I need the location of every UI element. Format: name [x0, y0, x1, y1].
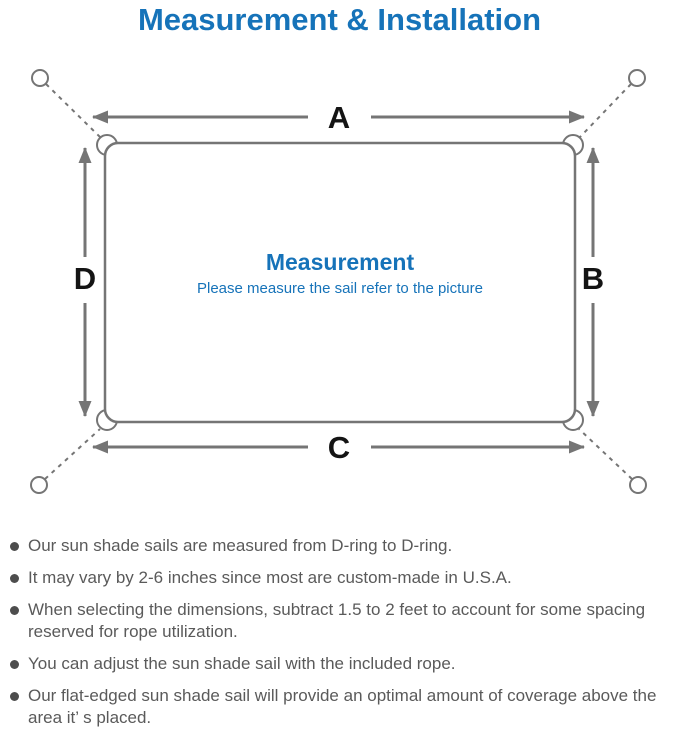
bullet-icon: [10, 542, 19, 551]
diagram-center-title: Measurement: [265, 249, 415, 275]
dim-label-b: B: [581, 261, 605, 296]
measurement-diagram: [0, 55, 679, 515]
note-text: Our flat-edged sun shade sail will provide an optimal amount of coverage above the area it’ s placed.: [28, 686, 657, 727]
list-item: [10, 599, 672, 643]
list-item: [10, 535, 672, 557]
anchor-point-icon: [32, 70, 48, 86]
rope-line-bottom-right: [579, 429, 632, 479]
rope-line-top-left: [46, 84, 100, 137]
bullet-icon: [10, 660, 19, 669]
list-item: [10, 685, 672, 729]
bullet-icon: [10, 606, 19, 615]
page-title: Measurement & Installation: [137, 2, 542, 37]
anchor-point-icon: [629, 70, 645, 86]
bullet-icon: [10, 692, 19, 701]
rope-line-bottom-left: [45, 429, 100, 479]
anchor-point-icon: [31, 477, 47, 493]
list-item: [10, 567, 672, 589]
rope-line-top-right: [580, 84, 631, 137]
list-item: [10, 653, 672, 675]
note-text: It may vary by 2-6 inches since most are custom-made in U.S.A.: [28, 568, 512, 587]
note-text: You can adjust the sun shade sail with the included rope.: [28, 654, 456, 673]
note-text: When selecting the dimensions, subtract 1.5 to 2 feet to account for some spacing reserved for rope utilization.: [28, 600, 646, 641]
dim-label-d: D: [73, 261, 97, 296]
notes-list: [10, 535, 672, 739]
dim-label-a: A: [327, 100, 351, 135]
note-text: Our sun shade sails are measured from D-ring to D-ring.: [28, 536, 453, 555]
measurement-diagram-svg: [0, 55, 679, 515]
bullet-icon: [10, 574, 19, 583]
dim-label-c: C: [327, 430, 351, 465]
diagram-center-subtitle: Please measure the sail refer to the picture: [197, 280, 483, 297]
anchor-point-icon: [630, 477, 646, 493]
